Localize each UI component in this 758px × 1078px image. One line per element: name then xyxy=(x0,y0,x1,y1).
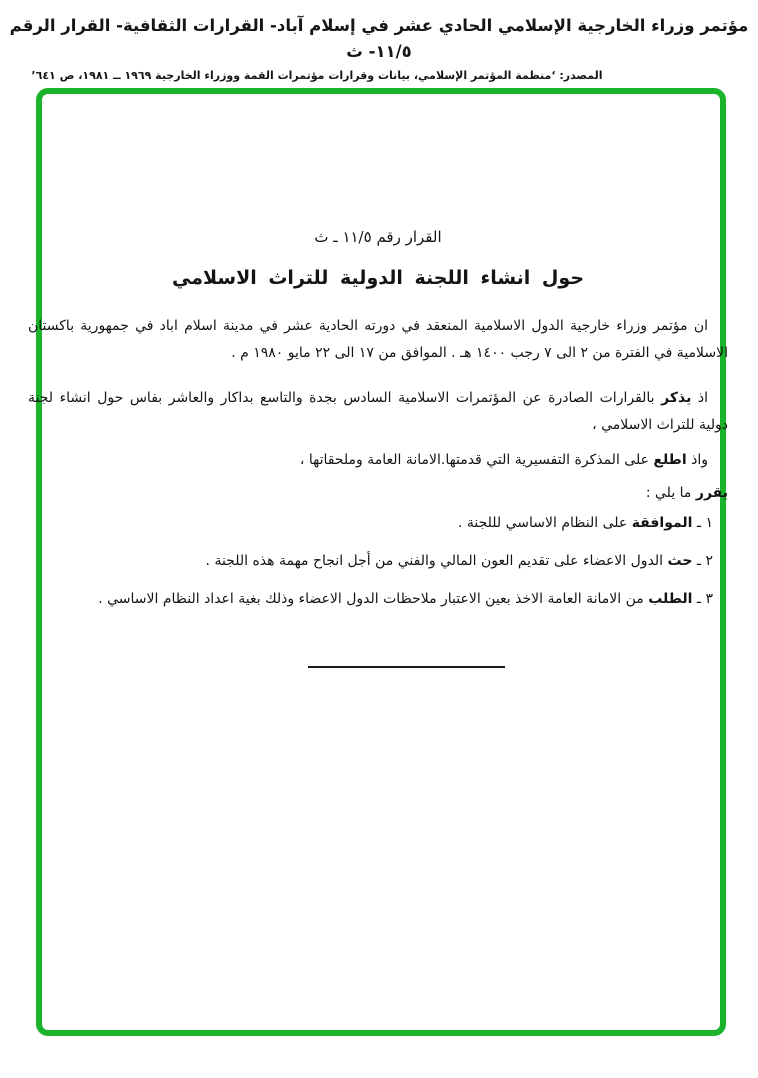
paragraph-rest: بالقرارات الصادرة عن المؤتمرات الاسلامية السادس بجدة والتاسع بداكار والعاشر بفاس حول انشاء لجنة دولية للتراث الاسلامي ، xyxy=(28,390,728,433)
preamble-paragraph-noting xyxy=(28,447,728,474)
paragraph-pre: واذ xyxy=(686,452,708,468)
preamble-paragraph-session xyxy=(28,313,728,367)
item-lead: الموافقة xyxy=(631,515,693,531)
item-number: ١ ـ xyxy=(692,515,713,531)
decision-rest: ما يلي : xyxy=(645,485,696,501)
item-number: ٢ ـ xyxy=(692,553,713,569)
paragraph-lead: يذكر xyxy=(661,390,692,406)
preamble-paragraph-recalling xyxy=(28,385,728,439)
decision-lead: يقرر xyxy=(695,485,728,501)
separator-line xyxy=(308,666,505,668)
paragraph-text: ان مؤتمر وزراء خارجية الدول الاسلامية المنعقد في دورته الحادية عشر في مدينة اسلام اباد في جمهورية باكستان الاسلامية في الفترة من ٢ الى ٧ رجب ١٤٠٠ هـ . الموافق من ١٧ الى ٢٢ مايو ١٩٨٠ م . xyxy=(28,318,728,361)
resolution-title: حول انشاء اللجنة الدولية للتراث الاسلامي xyxy=(171,267,585,289)
paragraph-rest: على المذكرة التفسيرية التي قدمتها.الامانة العامة وملحقاتها ، xyxy=(299,452,654,468)
item-number: ٣ ـ xyxy=(692,591,713,607)
conference-header-line: مؤتمر وزراء الخارجية الإسلامي الحادي عشر في إسلام آباد- القرارات الثقافية- القرار الرقم ١١/٥- ث xyxy=(9,16,749,61)
decision-clause xyxy=(28,480,728,507)
source-citation-line: المصدر: ‘منظمة المؤتمر الإسلامي، بيانات وقرارات مؤتمرات القمة ووزراء الخارجية ١٩٦٩ ــ ١٩٨١، ص ٦٤١’ xyxy=(31,69,603,82)
item-rest: على النظام الاساسي لللجنة . xyxy=(457,515,632,531)
item-rest: الدول الاعضاء على تقديم العون المالي والفني من أجل انجاح مهمة هذه اللجنة . xyxy=(205,553,668,569)
resolution-item-2 xyxy=(28,548,728,575)
paragraph-pre: اذ xyxy=(691,390,708,406)
item-rest: من الامانة العامة الاخذ بعين الاعتبار ملاحظات الدول الاعضاء وذلك بغية اعداد النظام الاساسي . xyxy=(98,591,649,607)
resolution-item-1 xyxy=(28,510,728,537)
document-content xyxy=(28,224,728,668)
paragraph-lead: اطلع xyxy=(653,452,687,468)
resolution-item-3 xyxy=(28,586,728,613)
resolution-number-heading: القرار رقم ١١/٥ ـ ث xyxy=(314,228,442,246)
page-header xyxy=(0,13,758,85)
item-lead: حث xyxy=(667,553,693,569)
item-lead: الطلب xyxy=(648,591,693,607)
